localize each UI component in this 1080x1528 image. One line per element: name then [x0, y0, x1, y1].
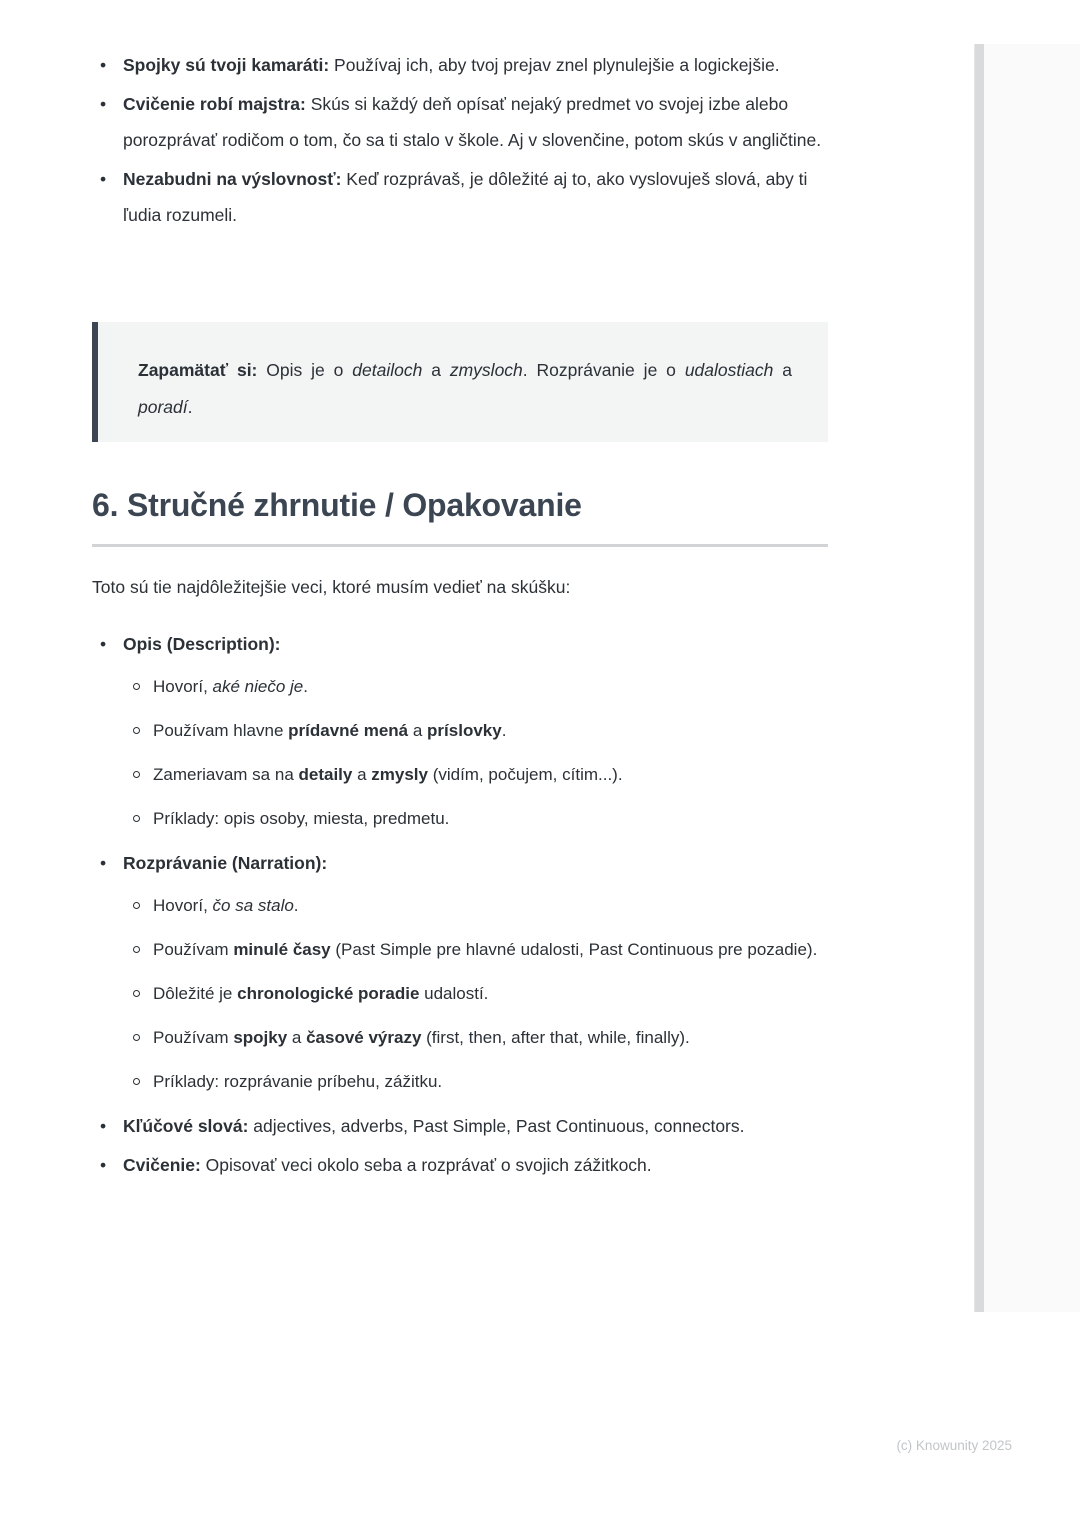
bullet-icon: •: [100, 634, 107, 654]
list-item-text: .: [293, 896, 299, 915]
list-item: [123, 801, 832, 837]
footer-watermark: (c) Knowunity 2025: [896, 1438, 1012, 1453]
list-item: [92, 86, 832, 158]
bullet-icon: •: [100, 1116, 107, 1136]
callout-text: [138, 352, 792, 426]
group-title-opis: Opis (Description):: [123, 634, 281, 654]
list-item-lead: Cvičenie robí majstra:: [123, 94, 306, 114]
list-item-text: .: [303, 677, 308, 696]
list-item-text: Hovorí,: [153, 677, 213, 696]
circle-bullet-icon: [133, 902, 140, 909]
list-item-text: udalostí.: [419, 984, 489, 1003]
list-item-strong: minulé časy: [233, 940, 331, 959]
list-item: [123, 713, 832, 749]
list-item-text: Používam hlavne: [153, 721, 289, 740]
list-item-text: Keď rozprávaš, je dôležité aj to, ako vyslovuješ slová, aby ti ľudia rozumeli.: [123, 169, 808, 225]
list-item-exercise: [92, 1147, 832, 1183]
list-item-strong: prídavné mená: [288, 721, 409, 740]
list-item-text: Zameriavam sa na: [153, 765, 299, 784]
list-item-strong: časové výrazy: [306, 1028, 422, 1047]
callout-part: a: [773, 360, 792, 380]
circle-bullet-icon: [133, 727, 140, 734]
list-item-text: a: [287, 1028, 307, 1047]
list-item-text: (vidím, počujem, cítim...).: [427, 765, 623, 784]
list-item-text: Príklady: rozprávanie príbehu, zážitku.: [153, 1072, 443, 1091]
list-item: [123, 976, 832, 1012]
list-item-text: (first, then, after that, while, finally).: [421, 1028, 690, 1047]
callout-part: Opis je o: [257, 360, 353, 380]
list-item: [92, 161, 832, 233]
callout-part: .: [187, 397, 193, 417]
exercise-text: Opisovať veci okolo seba a rozprávať o svojich zážitkoch.: [200, 1155, 652, 1175]
list-item-text: Hovorí,: [153, 896, 213, 915]
list-item: [123, 1020, 832, 1056]
keywords-lead: Kľúčové slová:: [123, 1116, 249, 1136]
list-item-strong: príslovky: [427, 721, 502, 740]
circle-bullet-icon: [133, 946, 140, 953]
bullet-icon: •: [100, 853, 107, 873]
list-item-text: Používaj ich, aby tvoj prejav znel plynulejšie a logickejšie.: [329, 55, 780, 75]
list-item-text: Používam: [153, 1028, 234, 1047]
list-item-text: Dôležité je: [153, 984, 238, 1003]
page-title: 6. Stručné zhrnutie / Opakovanie: [92, 487, 582, 523]
callout-emphasis: poradí: [138, 397, 188, 417]
group-title-rozpravanie: Rozprávanie (Narration):: [123, 853, 328, 873]
remember-callout: [92, 322, 828, 442]
tips-list: [92, 47, 832, 236]
intro-paragraph: Toto sú tie najdôležitejšie veci, ktoré musím vedieť na skúšku:: [92, 577, 571, 597]
rozpravanie-sublist: [123, 888, 832, 1100]
list-item-text: a: [352, 765, 372, 784]
exercise-lead: Cvičenie:: [123, 1155, 201, 1175]
circle-bullet-icon: [133, 1078, 140, 1085]
circle-bullet-icon: [133, 990, 140, 997]
list-item-keywords: [92, 1108, 832, 1144]
list-item-text: Používam: [153, 940, 234, 959]
list-item-text: (Past Simple pre hlavné udalosti, Past Continuous pre pozadie).: [330, 940, 818, 959]
circle-bullet-icon: [133, 683, 140, 690]
bullet-icon: •: [100, 169, 107, 189]
callout-part: . Rozprávanie je o: [522, 360, 685, 380]
list-item: [92, 626, 832, 837]
bullet-icon: •: [100, 1155, 107, 1175]
circle-bullet-icon: [133, 815, 140, 822]
circle-bullet-icon: [133, 1034, 140, 1041]
scrollbar-track[interactable]: [975, 44, 984, 1312]
callout-lead: Zapamätať si:: [138, 360, 258, 380]
list-item-strong: chronologické poradie: [237, 984, 420, 1003]
list-item-text: Skús si každý deň opísať nejaký predmet vo svojej izbe alebo porozprávať rodičom o tom, čo sa ti stalo v škole. Aj v slovenčine, potom skús v angličtine.: [123, 94, 822, 150]
list-item-lead: Spojky sú tvoji kamaráti:: [123, 55, 330, 75]
list-item: [123, 932, 832, 968]
right-side-panel: [974, 44, 1080, 1312]
list-item-strong: spojky: [233, 1028, 288, 1047]
circle-bullet-icon: [133, 771, 140, 778]
list-item-text: .: [501, 721, 507, 740]
list-item: [92, 845, 832, 1100]
list-item-strong: detaily: [298, 765, 353, 784]
list-item-strong: zmysly: [371, 765, 428, 784]
list-item-text: a: [408, 721, 428, 740]
list-item-lead: Nezabudni na výslovnosť:: [123, 169, 342, 189]
list-item: [123, 669, 832, 705]
list-item: [123, 1064, 832, 1100]
summary-list: [92, 626, 832, 1183]
list-item: [123, 888, 832, 924]
list-item: [123, 757, 832, 793]
list-item-emphasis: aké niečo je: [212, 677, 304, 696]
bullet-icon: •: [100, 94, 107, 114]
list-item-emphasis: čo sa stalo: [212, 896, 294, 915]
callout-emphasis: udalostiach: [684, 360, 774, 380]
list-item-text: Príklady: opis osoby, miesta, predmetu.: [153, 809, 450, 828]
keywords-text: adjectives, adverbs, Past Simple, Past Continuous, connectors.: [248, 1116, 745, 1136]
callout-emphasis: zmysloch: [449, 360, 523, 380]
heading-divider: [92, 544, 828, 547]
bullet-icon: •: [100, 55, 107, 75]
callout-emphasis: detailoch: [352, 360, 423, 380]
callout-part: a: [422, 360, 450, 380]
opis-sublist: [123, 669, 832, 837]
list-item: [92, 47, 832, 83]
